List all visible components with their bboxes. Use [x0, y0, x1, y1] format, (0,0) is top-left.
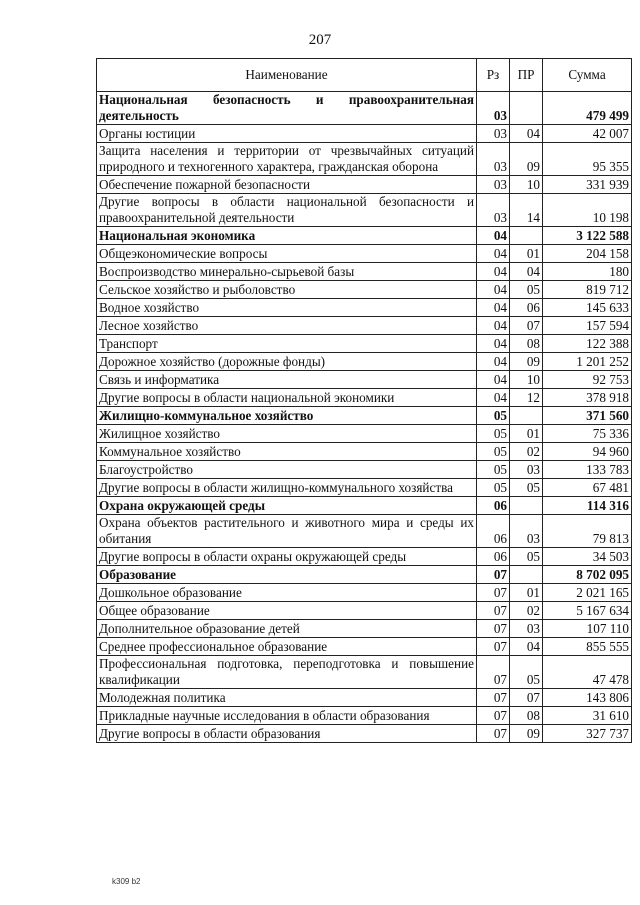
cell-name: Другие вопросы в области национальной безопасности и правоохранительной деятельности — [97, 194, 477, 227]
cell-pr: 01 — [510, 584, 543, 602]
cell-pr: 05 — [510, 548, 543, 566]
cell-pr: 08 — [510, 335, 543, 353]
cell-sum: 42 007 — [543, 125, 632, 143]
cell-sum: 378 918 — [543, 389, 632, 407]
cell-name: Профессиональная подготовка, переподготовка и повышение квалификации — [97, 656, 477, 689]
cell-sum: 3 122 588 — [543, 227, 632, 245]
table-row — [97, 371, 632, 389]
budget-table — [96, 58, 632, 743]
cell-pr: 07 — [510, 689, 543, 707]
cell-rz: 06 — [477, 497, 510, 515]
cell-rz: 04 — [477, 263, 510, 281]
table-row — [97, 548, 632, 566]
cell-sum: 34 503 — [543, 548, 632, 566]
cell-sum: 75 336 — [543, 425, 632, 443]
table-row — [97, 263, 632, 281]
cell-sum: 114 316 — [543, 497, 632, 515]
cell-name: Национальная безопасность и правоохранительная деятельность — [97, 92, 477, 125]
header-sum: Сумма — [543, 59, 632, 92]
cell-rz: 03 — [477, 194, 510, 227]
cell-sum: 133 783 — [543, 461, 632, 479]
table-body — [97, 92, 632, 743]
cell-name: Дошкольное образование — [97, 584, 477, 602]
cell-rz: 07 — [477, 689, 510, 707]
cell-pr — [510, 407, 543, 425]
cell-sum: 143 806 — [543, 689, 632, 707]
cell-name: Среднее профессиональное образование — [97, 638, 477, 656]
cell-name: Воспроизводство минерально-сырьевой базы — [97, 263, 477, 281]
cell-sum: 371 560 — [543, 407, 632, 425]
cell-pr: 01 — [510, 425, 543, 443]
footer-code: k309 b2 — [112, 877, 141, 886]
cell-pr: 10 — [510, 371, 543, 389]
section-row — [97, 407, 632, 425]
cell-rz: 03 — [477, 176, 510, 194]
cell-pr: 09 — [510, 353, 543, 371]
cell-name: Сельское хозяйство и рыболовство — [97, 281, 477, 299]
cell-pr: 10 — [510, 176, 543, 194]
cell-sum: 122 388 — [543, 335, 632, 353]
header-pr: ПР — [510, 59, 543, 92]
table-row — [97, 443, 632, 461]
table-row — [97, 638, 632, 656]
cell-name: Другие вопросы в области образования — [97, 725, 477, 743]
cell-sum: 107 110 — [543, 620, 632, 638]
cell-rz: 04 — [477, 353, 510, 371]
cell-rz: 03 — [477, 92, 510, 125]
cell-rz: 07 — [477, 584, 510, 602]
cell-sum: 204 158 — [543, 245, 632, 263]
cell-rz: 03 — [477, 143, 510, 176]
cell-rz: 05 — [477, 443, 510, 461]
cell-name: Жилищное хозяйство — [97, 425, 477, 443]
cell-pr: 04 — [510, 638, 543, 656]
cell-sum: 94 960 — [543, 443, 632, 461]
cell-name: Национальная экономика — [97, 227, 477, 245]
cell-pr — [510, 227, 543, 245]
cell-pr: 04 — [510, 125, 543, 143]
cell-rz: 07 — [477, 707, 510, 725]
cell-rz: 07 — [477, 566, 510, 584]
cell-sum: 31 610 — [543, 707, 632, 725]
cell-name: Прикладные научные исследования в области образования — [97, 707, 477, 725]
header-name: Наименование — [97, 59, 477, 92]
cell-name: Водное хозяйство — [97, 299, 477, 317]
cell-pr: 03 — [510, 515, 543, 548]
cell-pr: 04 — [510, 263, 543, 281]
cell-sum: 95 355 — [543, 143, 632, 176]
cell-sum: 331 939 — [543, 176, 632, 194]
cell-rz: 04 — [477, 317, 510, 335]
section-row — [97, 92, 632, 125]
cell-sum: 2 021 165 — [543, 584, 632, 602]
cell-rz: 04 — [477, 371, 510, 389]
table-row — [97, 245, 632, 263]
cell-name: Обеспечение пожарной безопасности — [97, 176, 477, 194]
cell-rz: 04 — [477, 335, 510, 353]
cell-sum: 92 753 — [543, 371, 632, 389]
table-row — [97, 656, 632, 689]
cell-rz: 05 — [477, 479, 510, 497]
cell-pr: 07 — [510, 317, 543, 335]
cell-pr: 02 — [510, 443, 543, 461]
cell-rz: 05 — [477, 407, 510, 425]
cell-sum: 145 633 — [543, 299, 632, 317]
cell-name: Другие вопросы в области национальной экономики — [97, 389, 477, 407]
cell-pr: 03 — [510, 461, 543, 479]
cell-name: Дополнительное образование детей — [97, 620, 477, 638]
cell-name: Коммунальное хозяйство — [97, 443, 477, 461]
cell-pr: 05 — [510, 479, 543, 497]
cell-sum: 1 201 252 — [543, 353, 632, 371]
cell-sum: 5 167 634 — [543, 602, 632, 620]
cell-sum: 67 481 — [543, 479, 632, 497]
cell-pr: 14 — [510, 194, 543, 227]
cell-pr: 06 — [510, 299, 543, 317]
cell-sum: 10 198 — [543, 194, 632, 227]
cell-name: Благоустройство — [97, 461, 477, 479]
cell-sum: 157 594 — [543, 317, 632, 335]
cell-name: Охрана объектов растительного и животного мира и среды их обитания — [97, 515, 477, 548]
cell-pr: 12 — [510, 389, 543, 407]
cell-sum: 479 499 — [543, 92, 632, 125]
cell-sum: 855 555 — [543, 638, 632, 656]
cell-sum: 180 — [543, 263, 632, 281]
cell-name: Другие вопросы в области жилищно-коммунального хозяйства — [97, 479, 477, 497]
table-row — [97, 689, 632, 707]
cell-name: Органы юстиции — [97, 125, 477, 143]
section-row — [97, 497, 632, 515]
cell-pr — [510, 566, 543, 584]
cell-rz: 04 — [477, 245, 510, 263]
cell-pr: 03 — [510, 620, 543, 638]
table-row — [97, 620, 632, 638]
table-row — [97, 425, 632, 443]
cell-rz: 06 — [477, 515, 510, 548]
cell-pr: 05 — [510, 656, 543, 689]
table-row — [97, 335, 632, 353]
cell-name: Общеэкономические вопросы — [97, 245, 477, 263]
table-row — [97, 299, 632, 317]
table-header-row — [97, 59, 632, 92]
cell-rz: 04 — [477, 389, 510, 407]
table-row — [97, 194, 632, 227]
cell-rz: 07 — [477, 602, 510, 620]
table-row — [97, 725, 632, 743]
table-row — [97, 143, 632, 176]
cell-rz: 04 — [477, 299, 510, 317]
cell-pr: 05 — [510, 281, 543, 299]
cell-name: Другие вопросы в области охраны окружающей среды — [97, 548, 477, 566]
cell-name: Лесное хозяйство — [97, 317, 477, 335]
cell-rz: 06 — [477, 548, 510, 566]
cell-name: Защита населения и территории от чрезвычайных ситуаций природного и техногенного характера, гражданская оборона — [97, 143, 477, 176]
cell-pr: 09 — [510, 725, 543, 743]
cell-pr: 09 — [510, 143, 543, 176]
table-row — [97, 317, 632, 335]
cell-name: Связь и информатика — [97, 371, 477, 389]
table-row — [97, 353, 632, 371]
cell-sum: 79 813 — [543, 515, 632, 548]
cell-rz: 05 — [477, 461, 510, 479]
cell-pr: 01 — [510, 245, 543, 263]
section-row — [97, 566, 632, 584]
table-row — [97, 602, 632, 620]
cell-sum: 327 737 — [543, 725, 632, 743]
table-row — [97, 584, 632, 602]
cell-rz: 04 — [477, 281, 510, 299]
cell-rz: 07 — [477, 638, 510, 656]
cell-pr: 02 — [510, 602, 543, 620]
table-row — [97, 479, 632, 497]
cell-pr — [510, 497, 543, 515]
cell-rz: 05 — [477, 425, 510, 443]
cell-sum: 8 702 095 — [543, 566, 632, 584]
cell-name: Образование — [97, 566, 477, 584]
cell-sum: 819 712 — [543, 281, 632, 299]
table-row — [97, 176, 632, 194]
cell-pr — [510, 92, 543, 125]
cell-name: Охрана окружающей среды — [97, 497, 477, 515]
section-row — [97, 227, 632, 245]
cell-sum: 47 478 — [543, 656, 632, 689]
cell-name: Молодежная политика — [97, 689, 477, 707]
page-number: 207 — [308, 32, 332, 48]
cell-rz: 03 — [477, 125, 510, 143]
cell-name: Дорожное хозяйство (дорожные фонды) — [97, 353, 477, 371]
cell-rz: 07 — [477, 620, 510, 638]
cell-name: Транспорт — [97, 335, 477, 353]
cell-rz: 07 — [477, 656, 510, 689]
cell-name: Общее образование — [97, 602, 477, 620]
table-row — [97, 125, 632, 143]
table-row — [97, 461, 632, 479]
table-row — [97, 281, 632, 299]
cell-pr: 08 — [510, 707, 543, 725]
cell-rz: 04 — [477, 227, 510, 245]
table-row — [97, 707, 632, 725]
table-row — [97, 515, 632, 548]
table-row — [97, 389, 632, 407]
cell-rz: 07 — [477, 725, 510, 743]
cell-name: Жилищно-коммунальное хозяйство — [97, 407, 477, 425]
header-rz: Рз — [477, 59, 510, 92]
